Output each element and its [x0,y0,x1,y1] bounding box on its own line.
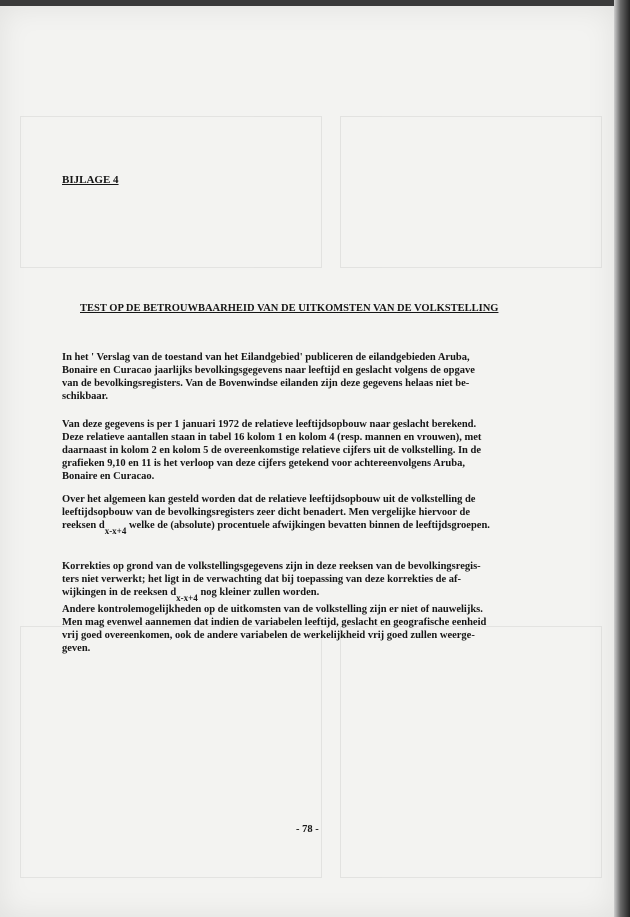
body-text [62,351,562,655]
section-title: TEST OP DE BETROUWBAARHEID VAN DE UITKOMSTEN VAN DE VOLKSTELLING [80,303,499,314]
subscript: x-x+4 [176,593,198,603]
text-line: ters niet verwerkt; het ligt in de verwachting dat bij toepassing van deze korrekties de af- [62,574,462,585]
text-span: reeksen d [62,520,105,531]
appendix-label: BIJLAGE 4 [62,174,119,186]
text-line: vrij goed overeenkomen, ook de andere variabelen de werkelijkheid vrij goed zullen weerge- [62,630,475,641]
text-line: daarnaast in kolom 2 en kolom 5 de overeenkomstige relatieve cijfers uit de volkstelling. In de [62,445,482,456]
scan-edge-shadow [614,0,630,917]
text-line: grafieken 9,10 en 11 is het verloop van deze cijfers getekend voor achtereenvolgens Aruba, [62,458,465,469]
text-line: leeftijdsopbouw van de bevolkingsregisters zeer dicht benadert. Men vergelijke hiervoor de [62,507,470,518]
document-page [0,6,614,917]
paragraph-4 [62,560,562,655]
text-line: Bonaire en Curacao jaarlijks bevolkingsgegevens naar leeftijd en geslacht volgens de opgave [62,365,475,376]
page-number: - 78 - [296,824,319,835]
text-line [62,586,562,603]
text-span: welke de (absolute) procentuele afwijkingen bevatten binnen de leeftijdsgroepen. [126,520,490,531]
paragraph-2 [62,418,562,483]
text-span: wijkingen in de reeksen d [62,587,177,598]
text-line: van de bevolkingsregisters. Van de Bovenwindse eilanden zijn deze gegevens helaas niet be- [62,378,470,389]
text-line: Korrekties op grond van de volkstellingsgegevens zijn in deze reeksen van de bevolkingsregis- [62,561,481,572]
subscript: x-x+4 [104,526,127,536]
text-line: Deze relatieve aantallen staan in tabel 16 kolom 1 en kolom 4 (resp. mannen en vrouwen), met [62,432,482,443]
text-line: In het ' Verslag van de toestand van het Eilandgebied' publiceren de eilandgebieden Aruba, [62,352,470,363]
paragraph-3 [62,493,562,536]
text-line: Men mag evenwel aannemen dat indien de variabelen leeftijd, geslacht en geografische eenheid [62,617,487,628]
text-line: geven. [62,643,91,654]
text-line: Van deze gegevens is per 1 januari 1972 de relatieve leeftijdsopbouw naar geslacht berekend. [62,419,477,430]
paragraph-1 [62,351,562,403]
text-span: nog kleiner zullen worden. [197,587,320,598]
text-line [62,519,562,536]
text-line: Bonaire en Curacao. [62,471,155,482]
text-line: Andere kontrolemogelijkheden op de uitkomsten van de volkstelling zijn er niet of nauwelijks. [62,604,483,615]
text-line: schikbaar. [62,391,109,402]
text-line: Over het algemeen kan gesteld worden dat de relatieve leeftijdsopbouw uit de volkstelling de [62,494,476,505]
